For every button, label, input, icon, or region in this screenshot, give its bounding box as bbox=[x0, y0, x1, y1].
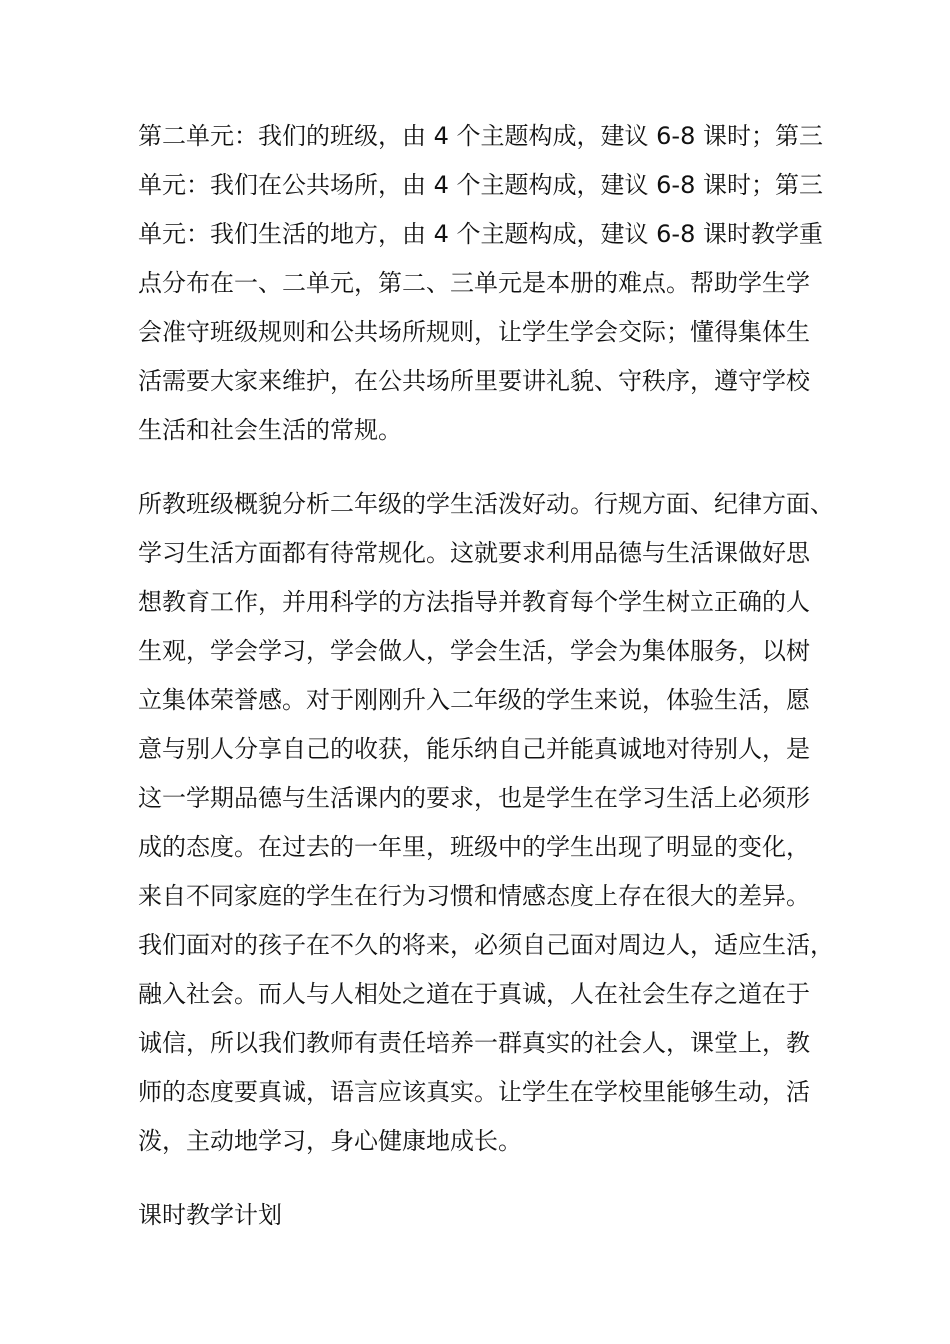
text-line: 生活和社会生活的常规。 bbox=[138, 416, 402, 444]
text-line: 单元：我们生活的地方，由 4 个主题构成，建议 6-8 课时教学重 bbox=[138, 220, 823, 248]
text-line: 立集体荣誉感。对于刚刚升入二年级的学生来说，体验生活，愿 bbox=[138, 686, 810, 714]
text-line: 意与别人分享自己的收获，能乐纳自己并能真诚地对待别人，是 bbox=[138, 735, 810, 763]
text-line: 学习生活方面都有待常规化。这就要求利用品德与生活课做好思 bbox=[138, 539, 810, 567]
text-line: 融入社会。而人与人相处之道在于真诚，人在社会生存之道在于 bbox=[138, 980, 810, 1008]
text-line: 师的态度要真诚，语言应该真实。让学生在学校里能够生动，活 bbox=[138, 1078, 810, 1106]
text-line: 我们面对的孩子在不久的将来，必须自己面对周边人，适应生活， bbox=[138, 931, 834, 959]
text-line: 所教班级概貌分析二年级的学生活泼好动。行规方面、纪律方面、 bbox=[138, 490, 834, 518]
text-line: 活需要大家来维护，在公共场所里要讲礼貌、守秩序，遵守学校 bbox=[138, 367, 810, 395]
text-line: 泼，主动地学习，身心健康地成长。 bbox=[138, 1127, 522, 1155]
text-line: 想教育工作，并用科学的方法指导并教育每个学生树立正确的人 bbox=[138, 588, 810, 616]
text-line: 诚信，所以我们教师有责任培养一群真实的社会人，课堂上，教 bbox=[138, 1029, 810, 1057]
text-line: 这一学期品德与生活课内的要求，也是学生在学习生活上必须形 bbox=[138, 784, 810, 812]
text-line: 会准守班级规则和公共场所规则，让学生学会交际；懂得集体生 bbox=[138, 318, 810, 346]
text-line: 点分布在一、二单元，第二、三单元是本册的难点。帮助学生学 bbox=[138, 269, 810, 297]
text-line: 生观，学会学习，学会做人，学会生活，学会为集体服务，以树 bbox=[138, 637, 810, 665]
text-line: 成的态度。在过去的一年里，班级中的学生出现了明显的变化， bbox=[138, 833, 810, 861]
text-line: 第二单元：我们的班级，由 4 个主题构成，建议 6-8 课时；第三 bbox=[138, 122, 823, 150]
text-line: 单元：我们在公共场所，由 4 个主题构成，建议 6-8 课时；第三 bbox=[138, 171, 823, 199]
text-line: 来自不同家庭的学生在行为习惯和情感态度上存在很大的差异。 bbox=[138, 882, 810, 910]
section-heading: 课时教学计划 bbox=[138, 1201, 282, 1229]
